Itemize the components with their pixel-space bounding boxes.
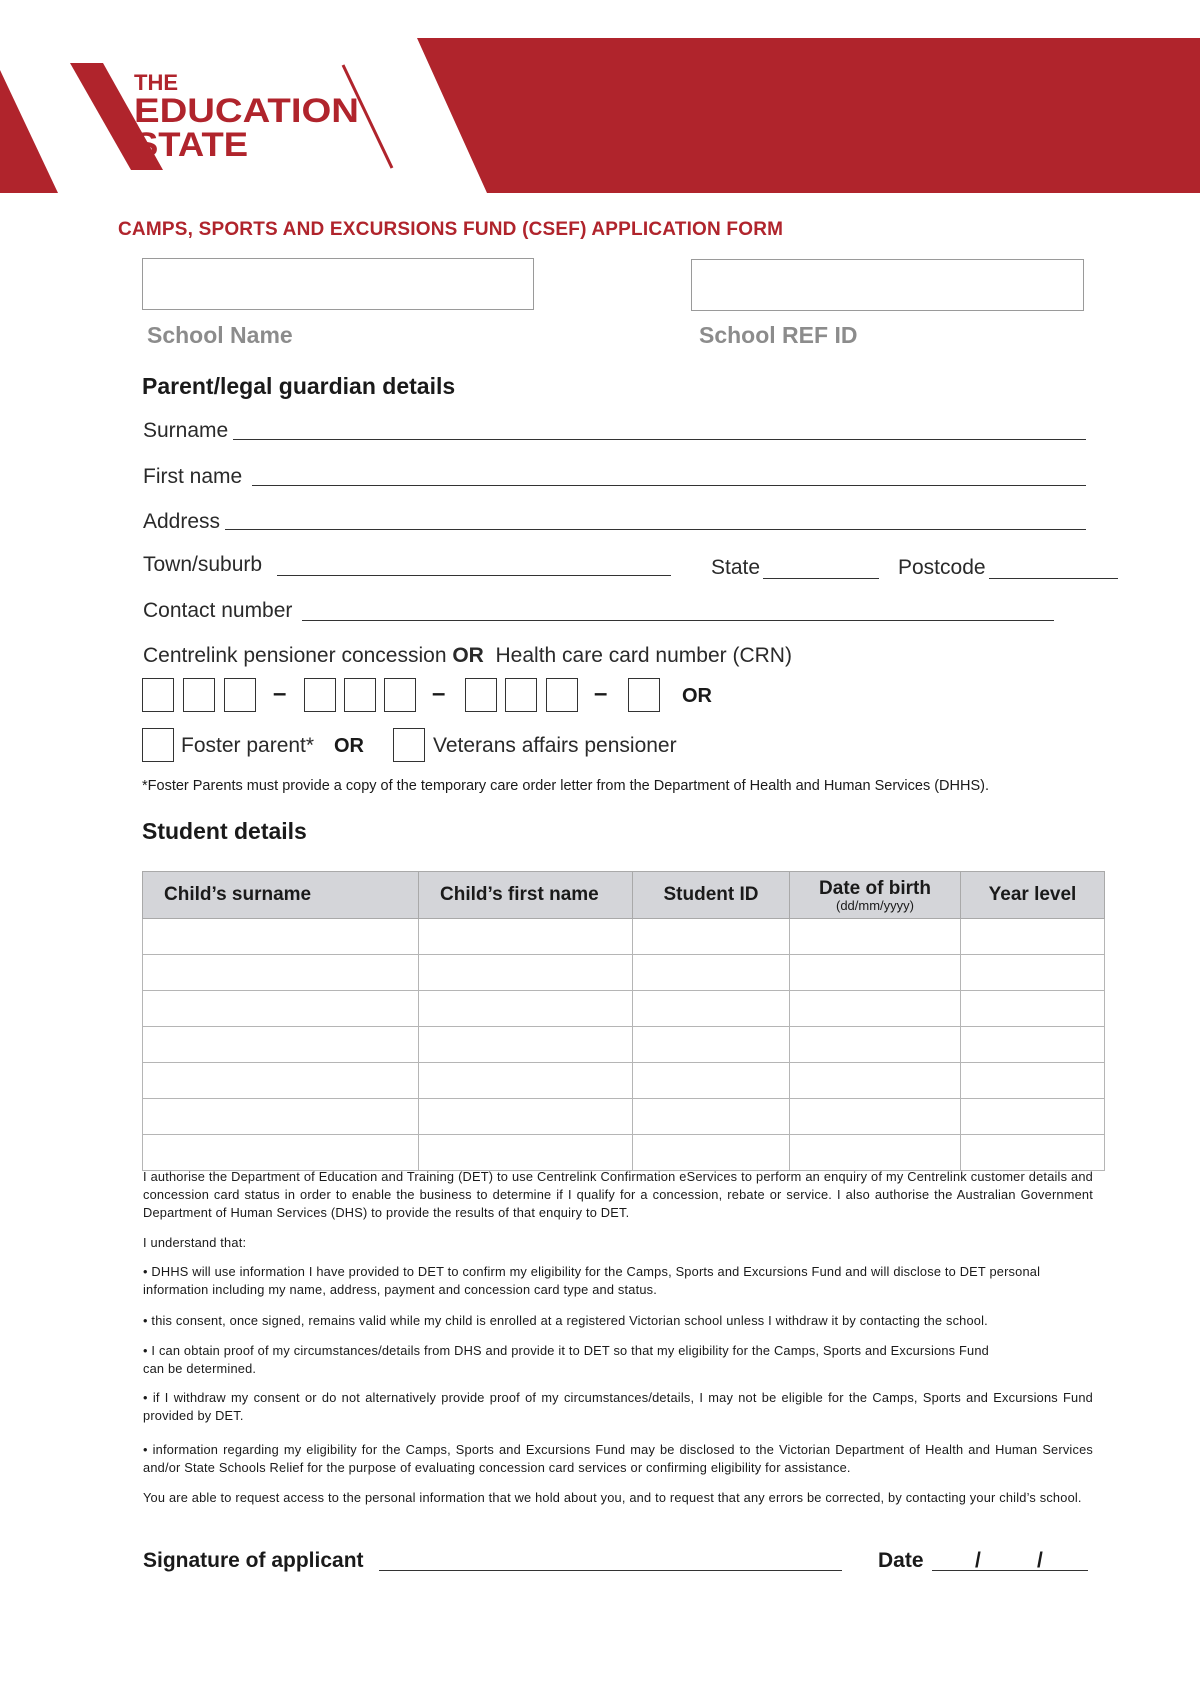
- column-header-date-of-birth: [790, 872, 961, 919]
- veterans-affairs-label: Veterans affairs pensioner: [433, 734, 677, 757]
- signature-label: Signature of applicant: [143, 1549, 364, 1572]
- table-cell[interactable]: [419, 1135, 633, 1171]
- centrelink-label: [143, 644, 792, 668]
- table-cell[interactable]: [790, 991, 961, 1027]
- table-cell[interactable]: [961, 1063, 1105, 1099]
- table-cell[interactable]: [961, 1027, 1105, 1063]
- table-cell[interactable]: [961, 919, 1105, 955]
- first-name-input-line[interactable]: [252, 485, 1086, 486]
- crn-digit-box[interactable]: [344, 678, 376, 712]
- crn-digit-box[interactable]: [224, 678, 256, 712]
- consent-access-paragraph: You are able to request access to the personal information that we hold about you, and to request that any errors be corrected, by contacting your child’s school.: [143, 1490, 1082, 1505]
- table-cell[interactable]: [143, 955, 419, 991]
- table-cell[interactable]: [790, 1027, 961, 1063]
- foster-parent-label: Foster parent*: [181, 734, 315, 757]
- consent-bullet-withdraw: • if I withdraw my consent or do not alternatively provide proof of my circumstances/details, I may not be eligible for the Camps, Sports and Excursions Fund provided by DET.: [143, 1390, 1093, 1423]
- table-cell[interactable]: [961, 955, 1105, 991]
- school-name-field[interactable]: [142, 258, 534, 310]
- table-cell[interactable]: [633, 1027, 790, 1063]
- table-cell[interactable]: [419, 1099, 633, 1135]
- table-cell[interactable]: [419, 919, 633, 955]
- table-row: [143, 955, 1105, 991]
- table-cell[interactable]: [790, 919, 961, 955]
- date-input-line[interactable]: [932, 1570, 1088, 1571]
- first-name-label: First name: [143, 465, 243, 488]
- table-cell[interactable]: [961, 991, 1105, 1027]
- table-cell[interactable]: [143, 1135, 419, 1171]
- table-cell[interactable]: [790, 1099, 961, 1135]
- column-header-student-id: Student ID: [633, 872, 790, 919]
- table-cell[interactable]: [143, 919, 419, 955]
- form-title: CAMPS, SPORTS AND EXCURSIONS FUND (CSEF) APPLICATION FORM: [118, 219, 784, 240]
- surname-input-line[interactable]: [233, 439, 1086, 440]
- logo-text-the: THE: [134, 70, 178, 95]
- table-cell[interactable]: [419, 991, 633, 1027]
- banner-right-shape: [417, 38, 1200, 193]
- logo-text-education: EDUCATION: [134, 92, 359, 130]
- date-separator: /: [975, 1549, 981, 1572]
- student-details-table: [142, 871, 1105, 1171]
- table-cell[interactable]: [790, 1063, 961, 1099]
- header-banner: [0, 0, 1200, 200]
- table-cell[interactable]: [633, 1135, 790, 1171]
- crn-digit-box[interactable]: [142, 678, 174, 712]
- crn-digit-box[interactable]: [628, 678, 660, 712]
- table-row: [143, 991, 1105, 1027]
- date-separator: /: [1037, 1549, 1043, 1572]
- consent-bullet-proof: • I can obtain proof of my circumstances/details from DHS and provide it to DET so that my eligibility for the Camps, Sports and Excursions Fund can be determined.: [143, 1343, 989, 1376]
- table-cell[interactable]: [419, 955, 633, 991]
- table-row: [143, 1063, 1105, 1099]
- dob-format-hint: (dd/mm/yyyy): [836, 897, 914, 913]
- school-name-label: School Name: [147, 322, 293, 348]
- table-cell[interactable]: [143, 991, 419, 1027]
- consent-bullet-valid: • this consent, once signed, remains valid while my child is enrolled at a registered Victorian school unless I withdraw it by contacting the school.: [143, 1313, 988, 1328]
- crn-separator: –: [273, 680, 287, 707]
- school-ref-id-field[interactable]: [691, 259, 1084, 311]
- consent-understand-heading: I understand that:: [143, 1235, 247, 1250]
- consent-bullet-dhhs: • DHHS will use information I have provided to DET to confirm my eligibility for the Camps, Sports and Excursions Fund and will disclose to DET personal information including my name, address, payment and concession card type and status.: [143, 1264, 1041, 1297]
- address-label: Address: [143, 510, 221, 533]
- table-cell[interactable]: [633, 991, 790, 1027]
- student-details-heading: Student details: [142, 818, 307, 844]
- parent-details-heading: Parent/legal guardian details: [142, 373, 456, 399]
- crn-separator: –: [432, 680, 446, 707]
- table-header-row: [143, 872, 1105, 919]
- table-cell[interactable]: [961, 1099, 1105, 1135]
- centrelink-or: OR: [452, 644, 484, 667]
- banner-left-shape: [0, 70, 58, 193]
- foster-or-label: OR: [334, 735, 364, 757]
- crn-digit-box[interactable]: [546, 678, 578, 712]
- foster-parent-note: *Foster Parents must provide a copy of the temporary care order letter from the Department of Health and Human Services (DHHS).: [142, 778, 989, 794]
- logo-text-state: STATE: [134, 126, 248, 164]
- foster-parent-checkbox[interactable]: [142, 728, 174, 762]
- table-cell[interactable]: [633, 919, 790, 955]
- school-ref-id-label: School REF ID: [699, 322, 858, 348]
- contact-number-input-line[interactable]: [302, 620, 1054, 621]
- table-cell[interactable]: [961, 1135, 1105, 1171]
- address-input-line[interactable]: [225, 529, 1086, 530]
- table-cell[interactable]: [143, 1063, 419, 1099]
- table-cell[interactable]: [633, 1063, 790, 1099]
- table-cell[interactable]: [633, 955, 790, 991]
- state-input-line[interactable]: [763, 578, 879, 579]
- crn-digit-box[interactable]: [183, 678, 215, 712]
- table-cell[interactable]: [633, 1099, 790, 1135]
- veterans-affairs-checkbox[interactable]: [393, 728, 425, 762]
- table-cell[interactable]: [790, 1135, 961, 1171]
- column-header-child-first-name: Child’s first name: [419, 872, 633, 919]
- crn-digit-box[interactable]: [505, 678, 537, 712]
- column-header-child-surname: Child’s surname: [143, 872, 419, 919]
- dob-header-label: Date of birth: [819, 877, 931, 899]
- postcode-label: Postcode: [898, 556, 986, 579]
- crn-digit-box[interactable]: [465, 678, 497, 712]
- table-row: [143, 919, 1105, 955]
- signature-input-line[interactable]: [379, 1570, 842, 1571]
- table-cell[interactable]: [790, 955, 961, 991]
- town-suburb-label: Town/suburb: [143, 553, 263, 576]
- table-cell[interactable]: [419, 1027, 633, 1063]
- table-cell[interactable]: [143, 1027, 419, 1063]
- surname-label: Surname: [143, 419, 229, 442]
- consent-authorisation-paragraph: [143, 1168, 1093, 1222]
- crn-separator: –: [594, 680, 608, 707]
- town-suburb-input-line[interactable]: [277, 575, 671, 576]
- contact-number-label: Contact number: [143, 599, 293, 622]
- table-cell[interactable]: [143, 1099, 419, 1135]
- consent-bullet-disclosure: • information regarding my eligibility for the Camps, Sports and Excursions Fund may be disclosed to the Victorian Department of Health and Human Services and/or State Schools Relief for the purpose of evaluating concession card services or confirming eligibility for assistance.: [143, 1442, 1093, 1475]
- table-cell[interactable]: [419, 1063, 633, 1099]
- table-row: [143, 1135, 1105, 1171]
- crn-or-label: OR: [682, 685, 712, 707]
- consent-authorisation-text: I authorise the Department of Education and Training (DET) to use Centrelink Confirmation eServices to perform an enquiry of my Centrelink customer details and concession card status in order to enable the business to determine if I qualify for a concession, rebate or service. I also authorise the Australian Government Department of Human Services (DHS) to provide the results of that enquiry to DET.: [143, 1169, 1093, 1220]
- table-row: [143, 1099, 1105, 1135]
- column-header-year-level: Year level: [961, 872, 1105, 919]
- centrelink-label-part1: Centrelink pensioner concession: [143, 644, 453, 667]
- table-row: [143, 1027, 1105, 1063]
- date-label: Date: [878, 1549, 924, 1572]
- state-label: State: [711, 556, 761, 579]
- postcode-input-line[interactable]: [989, 578, 1118, 579]
- crn-digit-box[interactable]: [384, 678, 416, 712]
- crn-digit-box[interactable]: [304, 678, 336, 712]
- centrelink-label-part2: Health care card number (CRN): [495, 644, 792, 667]
